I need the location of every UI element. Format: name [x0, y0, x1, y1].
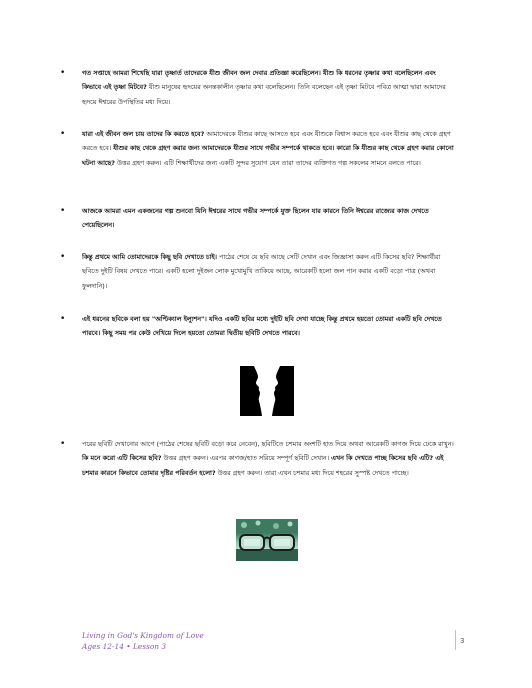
- paragraph-3-text: আজকে আমরা এমন একজনের গল্প শুনবো যিনি ঈশ্বরের সাথে গভীর সম্পর্কে যুক্ত ছিলেন যার কারনে তিনি ঈশ্বরের রাজ্যের কাজ দেখতে পেয়েছিলেন।: [82, 207, 429, 230]
- paragraph-1-text: যীশু মানুষের হৃদয়ের অনন্তকালীন তৃষ্ণার কথা বলেছিলেন। তিনি বলেছেন এই তৃষ্ণা মিটবে পবিত্র আত্মা দ্বারা আমাদের হৃদয়ে ঈশ্বরের উপস্থিতির মধ্য দিয়ে।: [82, 83, 446, 106]
- paragraph-5-bold: এই ধরনের ছবিকে বলা হয় "অপ্টিক্যাল ইল্যুশন"। যদিও একটি ছবির মধ্যে দুইটি ছবি দেখা যাচ্ছে কিন্তু প্রথমে হয়তো তোমরা একটি ছবি দেখতে পারবে। কিছু সময় পর কেউ দেখিয়ে দিলে হয়তো তোমরা দ্বিতীয় ছবিটি দেখতে পারবে।: [82, 315, 442, 338]
- bullet-icon: •: [60, 314, 66, 324]
- footer-lesson: Lesson 3: [132, 642, 167, 651]
- paragraph-4: [60, 250, 454, 293]
- bullet-icon: •: [60, 252, 66, 262]
- bullet-icon: •: [60, 129, 66, 139]
- paragraph-6-bold-b: এখন কি দেখতে পাচ্ছ কিসের ছবি এটি? এই চশমার কারনে কিভাবে তোমার দৃষ্টির পরিবর্তন হলো?: [82, 454, 444, 477]
- paragraph-6-text-c: উত্তর গ্রহণ করুন। তারা এখন চশমার মধ্য দিয়ে শহরের সুস্পষ্ট দেখতে পাচ্ছে।: [215, 468, 409, 477]
- footer-ages: Ages 12-14: [82, 642, 124, 651]
- page-number: 3: [460, 637, 465, 645]
- paragraph-1: [60, 66, 454, 109]
- bullet-icon: •: [60, 439, 66, 449]
- paragraph-2-bold-b: যীশুর কাছ থেকে গ্রহণ করার জন্য আমাদেরকে যীশুর সাথে গভীর সম্পর্কে থাকতে হবে। কারো কি যীশুর কাছ থেকে গ্রহণ করার কোনো ঘটনা আছে?: [82, 144, 454, 167]
- glasses-photo: [236, 519, 298, 561]
- vase-faces-illustration: [240, 366, 294, 416]
- paragraph-6-text-a: পরের ছবিটি দেখানোর আগে (পাঠের শেষের ছবিটি বড়ো করে নেবেন), ছবিটিতে চশমার অংশটি হাত দিয়ে অথবা আরেকটি কাগজ দিয়ে ঢেকে রাখুন।: [82, 440, 454, 448]
- footer-subtitle: [82, 642, 166, 651]
- optical-illusion-image: [240, 366, 294, 416]
- glasses-illustration: [236, 519, 298, 561]
- footer-title: Living in God's Kingdom of Love: [82, 631, 204, 640]
- paragraph-3: [60, 204, 454, 233]
- footer-separator: •: [126, 642, 131, 651]
- paragraph-6-bold-a: কি মনে করো এটি কিসের ছবি?: [82, 454, 162, 463]
- paragraph-6: [60, 437, 454, 480]
- paragraph-2: [60, 127, 454, 170]
- bullet-icon: •: [60, 206, 66, 216]
- paragraph-4-text: পাঠের শেষে যে ছবি আছে সেটি দেখান এবং জিজ্ঞাসা করুন এটি কিসের ছবি? শিক্ষার্থীরা ছবিতে দুইটি বিষয় দেখতে পারে। একটি হলো দুইজন লোক মুখোমুখি তাকিয়ে আছে, আরেকটি হলো জল পান করার একটি বড়ো পাত্র (অথবা ফুলদানি)।: [82, 253, 441, 290]
- footer-divider: [455, 630, 456, 650]
- paragraph-2-text-b: উত্তর গ্রহণ করুন। এটি শিক্ষার্থীদের জন্য একটি সুন্দর সুযোগ যেন তারা তাদের ব্যক্তিগত গল্প সকলের সামনে বলতে পারে।: [114, 158, 421, 167]
- paragraph-2-bold-a: যারা এই জীবন জল চায় তাদের কি করতে হবে?: [82, 130, 205, 138]
- paragraph-6-text-b: উত্তর গ্রহণ করুন। এরপর কাগজ/হাত সরিয়ে সম্পূর্ণ ছবিটি দেখান।: [161, 454, 332, 463]
- bullet-icon: •: [60, 68, 66, 78]
- paragraph-5: [60, 312, 454, 341]
- paragraph-4-bold: কিন্তু প্রথমে আমি তোমাদেরকে কিছু ছবি দেখাতে চাই।: [82, 253, 217, 261]
- paragraph-2-text-a: আমাদেরকে যীশুর কাছে আসতে হবে এবং যীশুকে বিশ্বাস করতে হবে এবং যীশুর কাছ থেকে গ্রহণ করতে হবে।: [82, 130, 451, 153]
- paragraph-1-bold: গত সপ্তাহে আমরা শিখেছি যারা তৃষ্ণার্ত তাদেরকে যীশু জীবন জল দেবার প্রতিজ্ঞা করেছিলেন। যীশু কি ধরনের তৃষ্ণার কথা বলেছিলেন এবং কিভাবে এই তৃষ্ণা মিটবে?: [82, 69, 436, 92]
